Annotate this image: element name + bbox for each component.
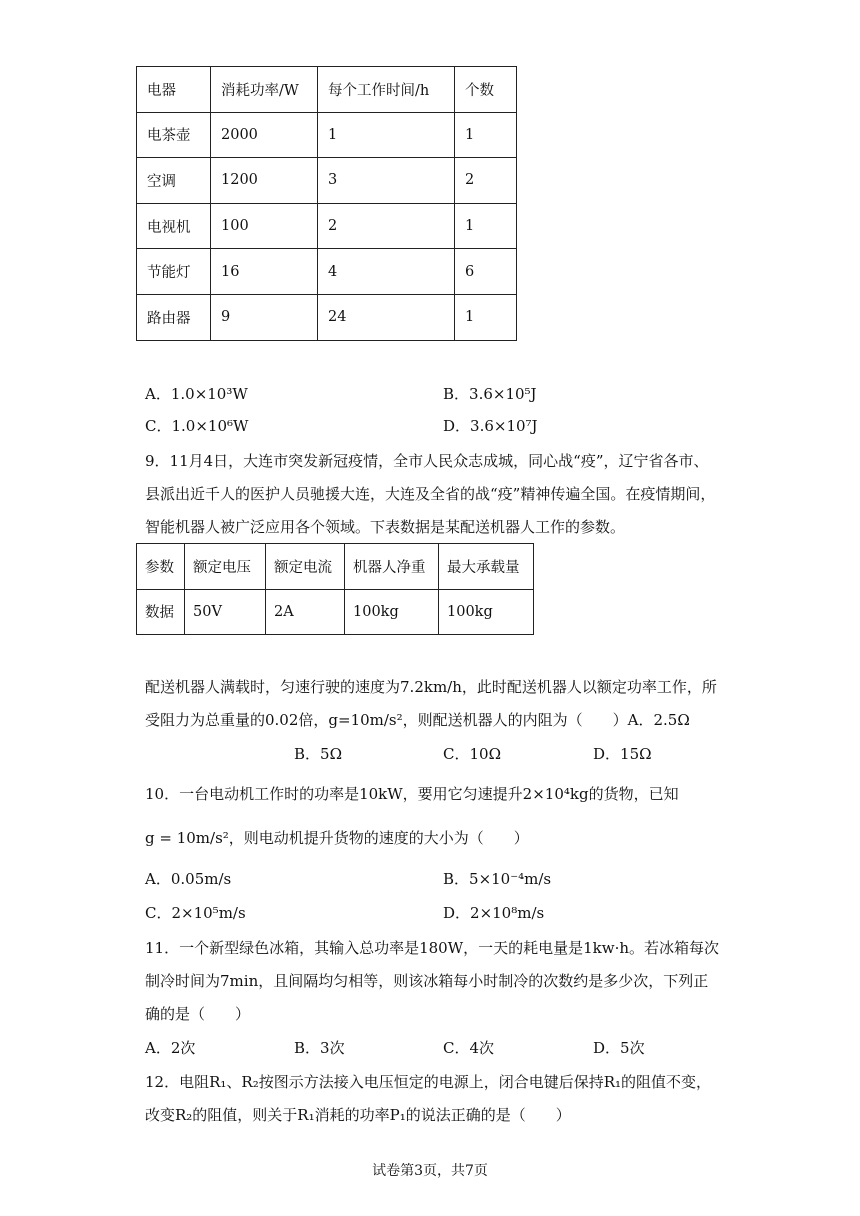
table-cell: 数据 [137, 589, 185, 635]
table-cell: 2A [266, 589, 345, 635]
q10-option-b: B．5×10⁻⁴m/s [443, 870, 552, 888]
table-cell: 路由器 [137, 294, 211, 340]
table-header-cell: 额定电压 [185, 544, 266, 590]
table-header-cell: 机器人净重 [345, 544, 439, 590]
q8-option-c: C．1.0×10⁶W [145, 417, 249, 435]
q9-text-line: 受阻力为总重量的0.02倍，g=10m/s²，则配送机器人的内阻为（ ）A．2.5Ω [145, 711, 690, 729]
q10-option-c: C．2×10⁵m/s [145, 904, 246, 922]
table-cell: 电茶壶 [137, 112, 211, 158]
q10-text-line: g = 10m/s²，则电动机提升货物的速度的大小为（ ） [145, 829, 529, 847]
q12-text-line: 改变R₂的阻值，则关于R₁消耗的功率P₁的说法正确的是（ ） [145, 1106, 571, 1124]
table-cell: 100kg [439, 589, 534, 635]
table-row [137, 589, 534, 635]
table-header-cell: 消耗功率/W [211, 67, 318, 113]
table-cell: 1 [455, 203, 517, 249]
table-header-cell: 参数 [137, 544, 185, 590]
table-header-cell: 额定电流 [266, 544, 345, 590]
table-cell: 100kg [345, 589, 439, 635]
page-footer: 试卷第3页，共7页 [372, 1163, 488, 1179]
table-cell: 1200 [211, 158, 318, 204]
table-header-cell: 最大承载量 [439, 544, 534, 590]
table-header-row [137, 67, 517, 113]
table-cell: 节能灯 [137, 249, 211, 295]
table-header-cell: 电器 [137, 67, 211, 113]
q11-option-d: D．5次 [593, 1039, 645, 1057]
table-cell: 1 [455, 294, 517, 340]
table-header-cell: 每个工作时间/h [318, 67, 455, 113]
q11-option-c: C．4次 [443, 1039, 495, 1057]
table-cell: 2 [318, 203, 455, 249]
q9-text-line: 智能机器人被广泛应用各个领域。下表数据是某配送机器人工作的参数。 [145, 518, 626, 536]
q11-option-a: A．2次 [145, 1039, 196, 1057]
table-cell: 100 [211, 203, 318, 249]
table-row [137, 158, 517, 204]
table-cell: 50V [185, 589, 266, 635]
table-cell: 6 [455, 249, 517, 295]
q12-text-line: 12．电阻R₁、R₂按图示方法接入电压恒定的电源上，闭合电键后保持R₁的阻值不变， [145, 1073, 712, 1091]
q9-text-line: 配送机器人满载时，匀速行驶的速度为7.2km/h，此时配送机器人以额定功率工作，所 [145, 678, 717, 696]
table-cell: 1 [455, 112, 517, 158]
table-cell: 空调 [137, 158, 211, 204]
table-cell: 9 [211, 294, 318, 340]
table-cell: 24 [318, 294, 455, 340]
q11-text-line: 确的是（ ） [145, 1005, 251, 1023]
table-cell: 4 [318, 249, 455, 295]
q11-text-line: 制冷时间为7min，且间隔均匀相等，则该冰箱每小时制冷的次数约是多少次，下列正 [145, 972, 709, 990]
q9-option-d: D．15Ω [593, 745, 652, 763]
q9-option-b: B．5Ω [294, 745, 343, 763]
table-cell: 电视机 [137, 203, 211, 249]
table-header-row [137, 544, 534, 590]
q9-text-line: 9．11月4日，大连市突发新冠疫情，全市人民众志成城，同心战“疫”，辽宁省各市、 [145, 452, 709, 470]
q8-option-a: A．1.0×10³W [145, 385, 248, 403]
table-cell: 16 [211, 249, 318, 295]
q9-text-line: 县派出近千人的医护人员驰援大连，大连及全省的战“疫”精神传遍全国。在疫情期间， [145, 485, 716, 503]
q11-option-b: B．3次 [294, 1039, 345, 1057]
q9-option-c: C．10Ω [443, 745, 502, 763]
table-cell: 1 [318, 112, 455, 158]
q11-text-line: 11．一个新型绿色冰箱，其输入总功率是180W，一天的耗电量是1kw·h。若冰箱每次 [145, 939, 720, 957]
table-cell: 2000 [211, 112, 318, 158]
robot-parameter-table [136, 543, 534, 635]
q10-option-d: D．2×10⁸m/s [443, 904, 545, 922]
table-row [137, 203, 517, 249]
table-row [137, 294, 517, 340]
appliance-table [136, 66, 517, 341]
table-cell: 2 [455, 158, 517, 204]
q10-text-line: 10．一台电动机工作时的功率是10kW，要用它匀速提升2×10⁴kg的货物，已知 [145, 785, 679, 803]
q8-option-d: D．3.6×10⁷J [443, 417, 538, 435]
table-header-cell: 个数 [455, 67, 517, 113]
table-cell: 3 [318, 158, 455, 204]
table-row [137, 112, 517, 158]
q8-option-b: B．3.6×10⁵J [443, 385, 537, 403]
table-row [137, 249, 517, 295]
q10-option-a: A．0.05m/s [145, 870, 232, 888]
